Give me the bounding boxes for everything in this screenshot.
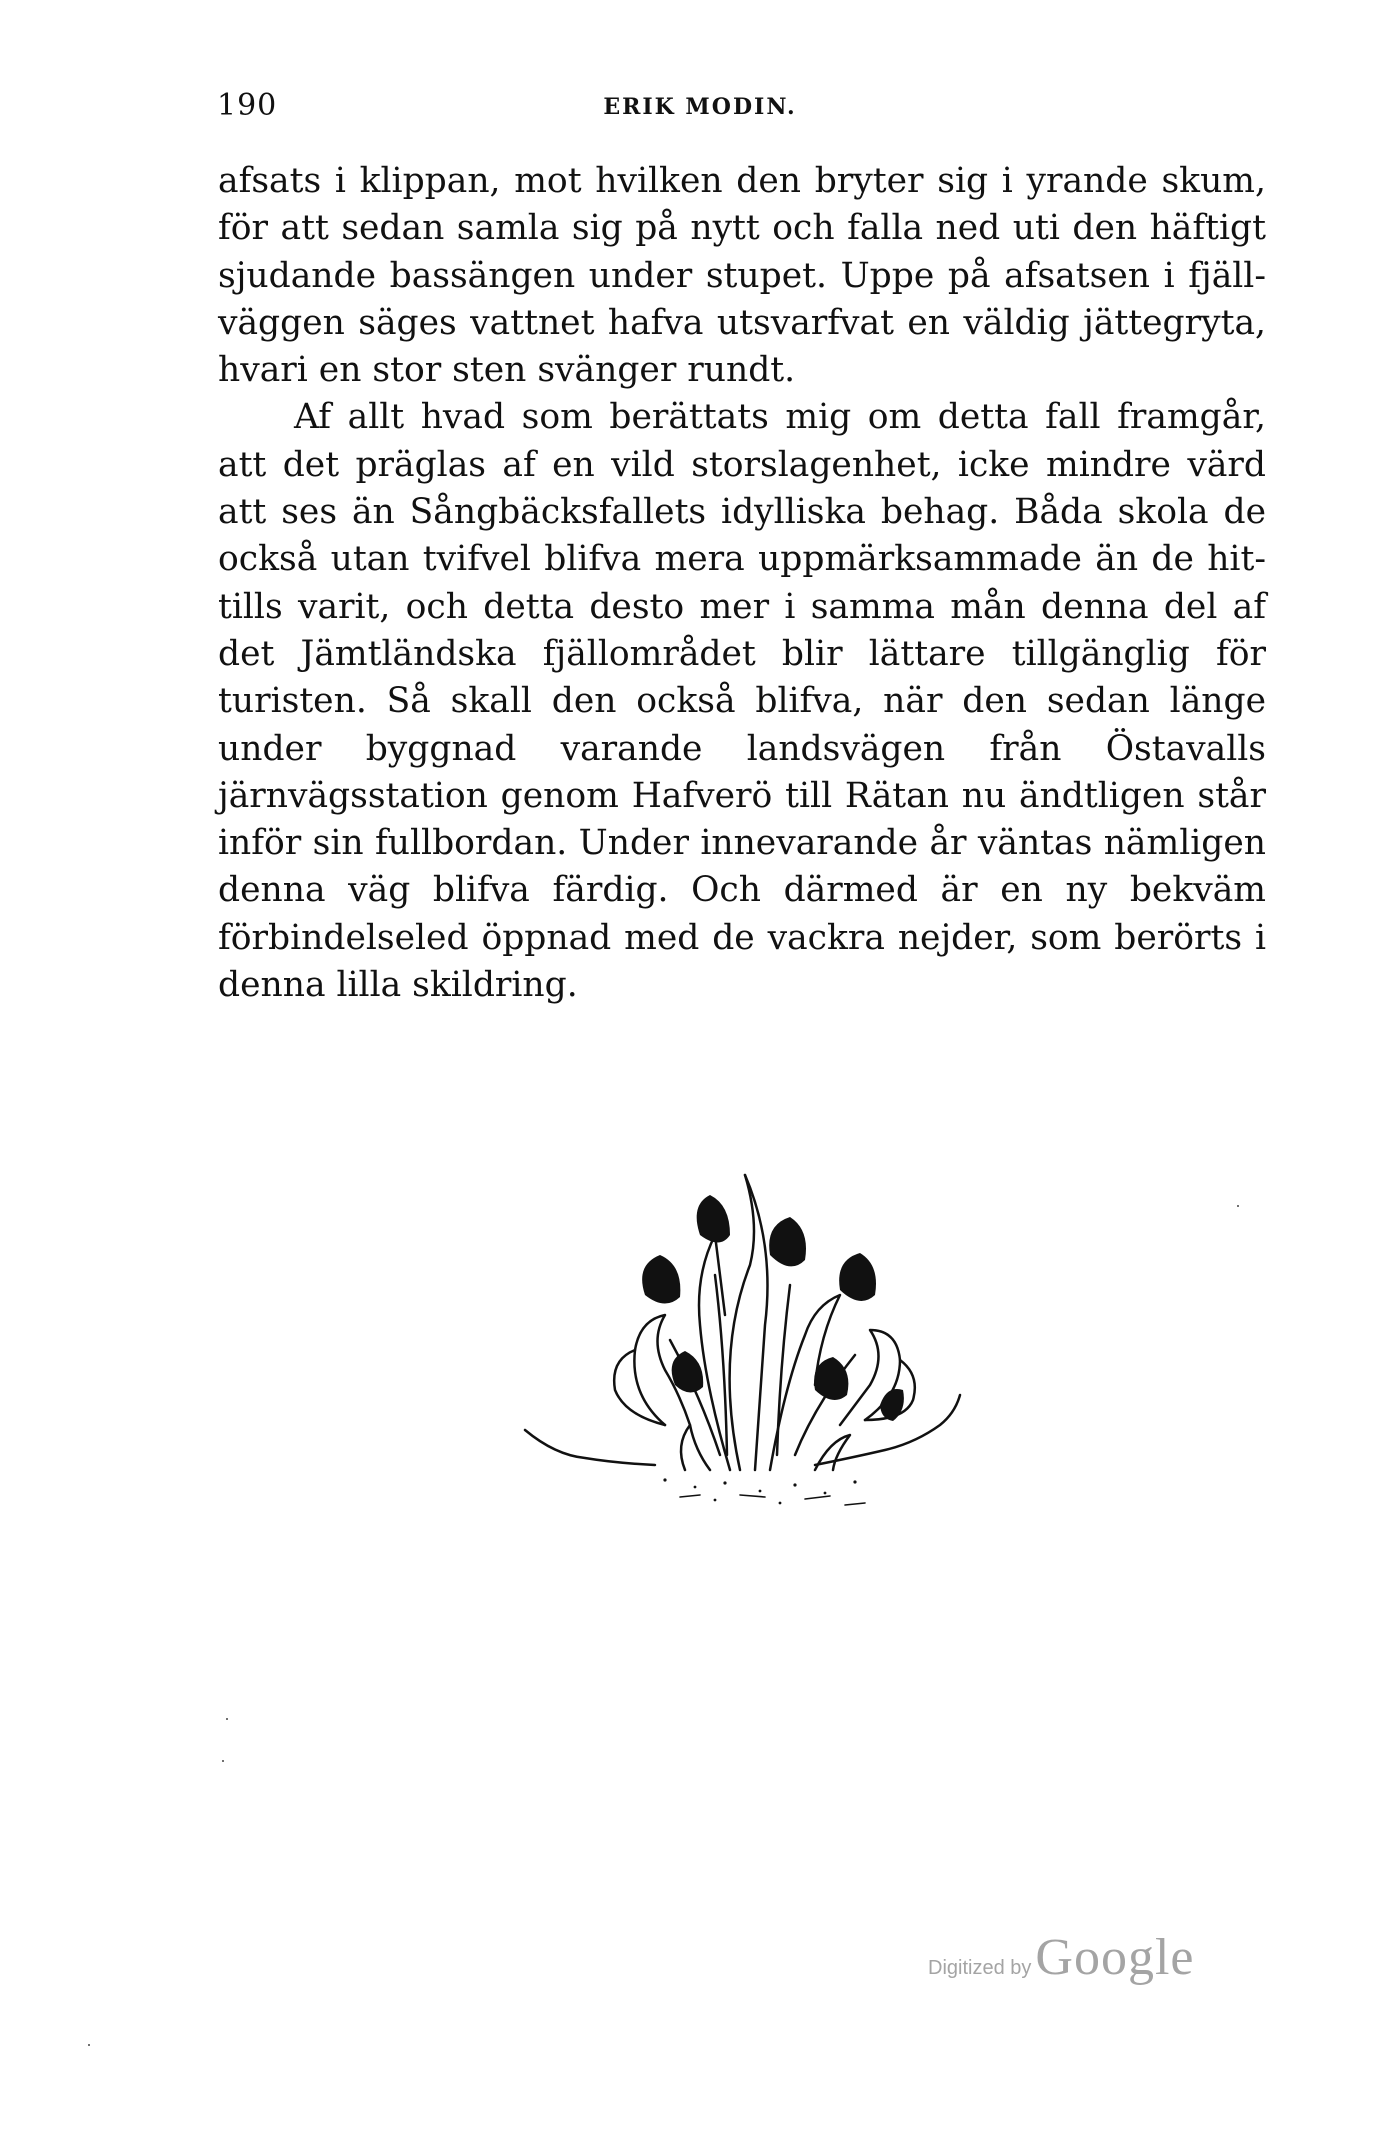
watermark-brand: Google (1035, 1929, 1195, 1986)
speck (226, 1718, 228, 1720)
speck (88, 2044, 90, 2046)
paragraph-2: Af allt hvad som berättats mig om detta fall framgår, att det präglas af en vild storslagenhet, icke mindre värd att ses än Sångbäcksfallets idylliska behag. Båda skola de också utan tvifvel blifva mera uppmärksammade än de hittills varit, och detta desto mer i samma mån denna del af det Jämtländska fjällområdet blir lättare tillgänglig för turisten. Så skall den också blifva, när den sedan länge under byggnad varande landsvägen från Östavalls järnvägsstation genom Hafverö till Rätan nu ändtligen står inför sin fullbordan. Under innevarande år väntas nämligen denna väg blifva färdig. Och därmed är en ny bekväm förbindelseled öppnad med de vackra nejder, som berörts i denna lilla skildring. (218, 397, 1266, 1006)
paragraph-1: afsats i klippan, mot hvilken den bryter sig i yrande skum, för att sedan samla sig på nytt och falla ned uti den häftigt sjudande bassängen under stupet. Uppe på afsatsen i fjällväggen säges vattnet hafva utsvarfvat en väldig jättegryta, hvari en stor sten svänger rundt. (218, 161, 1266, 391)
page-number: 190 (217, 88, 278, 123)
speck (222, 1760, 224, 1762)
speck (1237, 1205, 1239, 1207)
watermark-prefix: Digitized by (928, 1957, 1032, 1979)
body-text (218, 158, 1266, 1009)
running-head: ERIK MODIN. (603, 94, 797, 120)
digitized-watermark (928, 1928, 1194, 1987)
flower-vignette-icon (515, 1125, 995, 1515)
